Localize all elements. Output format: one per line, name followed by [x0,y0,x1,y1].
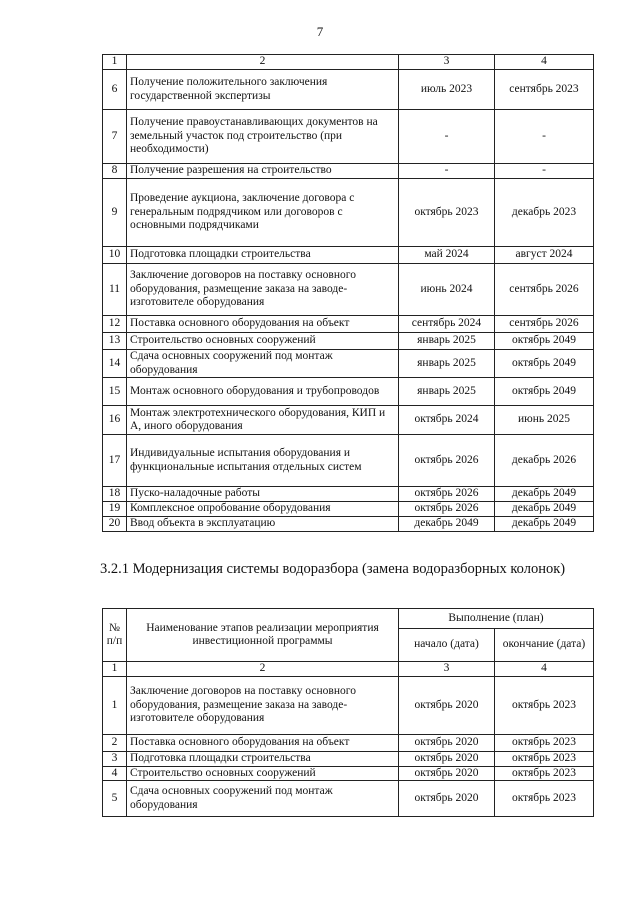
col-exec-header: Выполнение (план) [399,609,594,629]
table-row [103,487,594,502]
row-number: 4 [103,766,127,781]
table1-numbering-row [103,55,594,70]
table-row [103,378,594,406]
end-date: декабрь 2049 [495,487,594,502]
stage-name: Пуско-наладочные работы [127,487,399,502]
table-row [103,70,594,110]
row-number: 9 [103,179,127,247]
row-number: 11 [103,264,127,316]
numrow-cell: 3 [399,662,495,677]
stage-name: Сдача основных сооружений под монтаж оборудования [127,350,399,378]
table-row [103,435,594,487]
table-row [103,677,594,735]
row-number: 16 [103,406,127,435]
end-date: октябрь 2023 [495,781,594,817]
stage-name: Заключение договоров на поставку основного оборудования, размещение заказа на заводе-изготовителе оборудования [127,264,399,316]
section-title: 3.2.1 Модернизация системы водоразбора (замена водоразборных колонок) [100,561,566,577]
end-date: октябрь 2023 [495,677,594,735]
stage-name: Комплексное опробование оборудования [127,502,399,517]
table-row [103,406,594,435]
row-number: 12 [103,316,127,333]
start-date: сентябрь 2024 [399,316,495,333]
end-date: октябрь 2023 [495,766,594,781]
stage-name: Монтаж основного оборудования и трубопроводов [127,378,399,406]
end-date: сентябрь 2026 [495,316,594,333]
row-number: 7 [103,110,127,164]
start-date: октябрь 2026 [399,502,495,517]
table-row [103,179,594,247]
table2-numbering-row [103,662,594,677]
row-number: 15 [103,378,127,406]
row-number: 13 [103,333,127,350]
row-number: 14 [103,350,127,378]
end-date: декабрь 2049 [495,517,594,532]
start-date: октябрь 2024 [399,406,495,435]
col-name-header: Наименование этапов реализации мероприятия инвестиционной программы [127,609,399,662]
numrow-cell: 4 [495,55,594,70]
start-date: январь 2025 [399,333,495,350]
stage-name: Заключение договоров на поставку основного оборудования, размещение заказа на заводе-изготовителе оборудования [127,677,399,735]
table2-header-row [103,609,594,629]
numrow-cell: 3 [399,55,495,70]
stage-name: Получение правоустанавливающих документов на земельный участок под строительство (при необходимости) [127,110,399,164]
start-date: - [399,110,495,164]
stage-name: Поставка основного оборудования на объект [127,316,399,333]
table-row [103,766,594,781]
table-row [103,350,594,378]
start-date: январь 2025 [399,378,495,406]
col-end-header: окончание (дата) [495,629,594,662]
stage-name: Ввод объекта в эксплуатацию [127,517,399,532]
end-date: октябрь 2049 [495,333,594,350]
stage-name: Сдача основных сооружений под монтаж оборудования [127,781,399,817]
table-row [103,735,594,752]
start-date: октябрь 2020 [399,677,495,735]
row-number: 19 [103,502,127,517]
table-row [103,502,594,517]
start-date: октябрь 2026 [399,435,495,487]
row-number: 10 [103,247,127,264]
row-number: 8 [103,164,127,179]
schedule-table-1 [102,54,594,532]
row-number: 17 [103,435,127,487]
stage-name: Поставка основного оборудования на объект [127,735,399,752]
row-number: 20 [103,517,127,532]
end-date: декабрь 2026 [495,435,594,487]
col-num-header: № п/п [103,609,127,662]
start-date: октябрь 2020 [399,781,495,817]
start-date: октябрь 2026 [399,487,495,502]
stage-name: Монтаж электротехнического оборудования, КИП и А, иного оборудования [127,406,399,435]
stage-name: Подготовка площадки строительства [127,752,399,767]
start-date: май 2024 [399,247,495,264]
numrow-cell: 1 [103,55,127,70]
end-date: август 2024 [495,247,594,264]
row-number: 2 [103,735,127,752]
stage-name: Подготовка площадки строительства [127,247,399,264]
end-date: сентябрь 2026 [495,264,594,316]
end-date: декабрь 2049 [495,502,594,517]
end-date: октябрь 2049 [495,378,594,406]
end-date: - [495,164,594,179]
row-number: 6 [103,70,127,110]
table-row [103,316,594,333]
row-number: 1 [103,677,127,735]
start-date: июнь 2024 [399,264,495,316]
table-row [103,781,594,817]
numrow-cell: 1 [103,662,127,677]
row-number: 3 [103,752,127,767]
table-row [103,333,594,350]
table-row [103,247,594,264]
stage-name: Индивидуальные испытания оборудования и функциональные испытания отдельных систем [127,435,399,487]
stage-name: Получение разрешения на строительство [127,164,399,179]
start-date: июль 2023 [399,70,495,110]
table-row [103,752,594,767]
table-row [103,517,594,532]
page-number: 7 [316,24,324,39]
table-row [103,110,594,164]
end-date: октябрь 2023 [495,752,594,767]
table-row [103,264,594,316]
start-date: октябрь 2020 [399,752,495,767]
start-date: октябрь 2020 [399,735,495,752]
row-number: 5 [103,781,127,817]
start-date: октябрь 2023 [399,179,495,247]
row-number: 18 [103,487,127,502]
schedule-table-2 [102,608,594,817]
stage-name: Строительство основных сооружений [127,766,399,781]
end-date: декабрь 2023 [495,179,594,247]
start-date: октябрь 2020 [399,766,495,781]
start-date: декабрь 2049 [399,517,495,532]
col-start-header: начало (дата) [399,629,495,662]
start-date: январь 2025 [399,350,495,378]
stage-name: Получение положительного заключения государственной экспертизы [127,70,399,110]
table-row [103,164,594,179]
end-date: сентябрь 2023 [495,70,594,110]
stage-name: Строительство основных сооружений [127,333,399,350]
numrow-cell: 2 [127,55,399,70]
end-date: июнь 2025 [495,406,594,435]
end-date: октябрь 2049 [495,350,594,378]
end-date: - [495,110,594,164]
stage-name: Проведение аукциона, заключение договора с генеральным подрядчиком или договоров с основными подрядчиками [127,179,399,247]
numrow-cell: 2 [127,662,399,677]
end-date: октябрь 2023 [495,735,594,752]
numrow-cell: 4 [495,662,594,677]
start-date: - [399,164,495,179]
